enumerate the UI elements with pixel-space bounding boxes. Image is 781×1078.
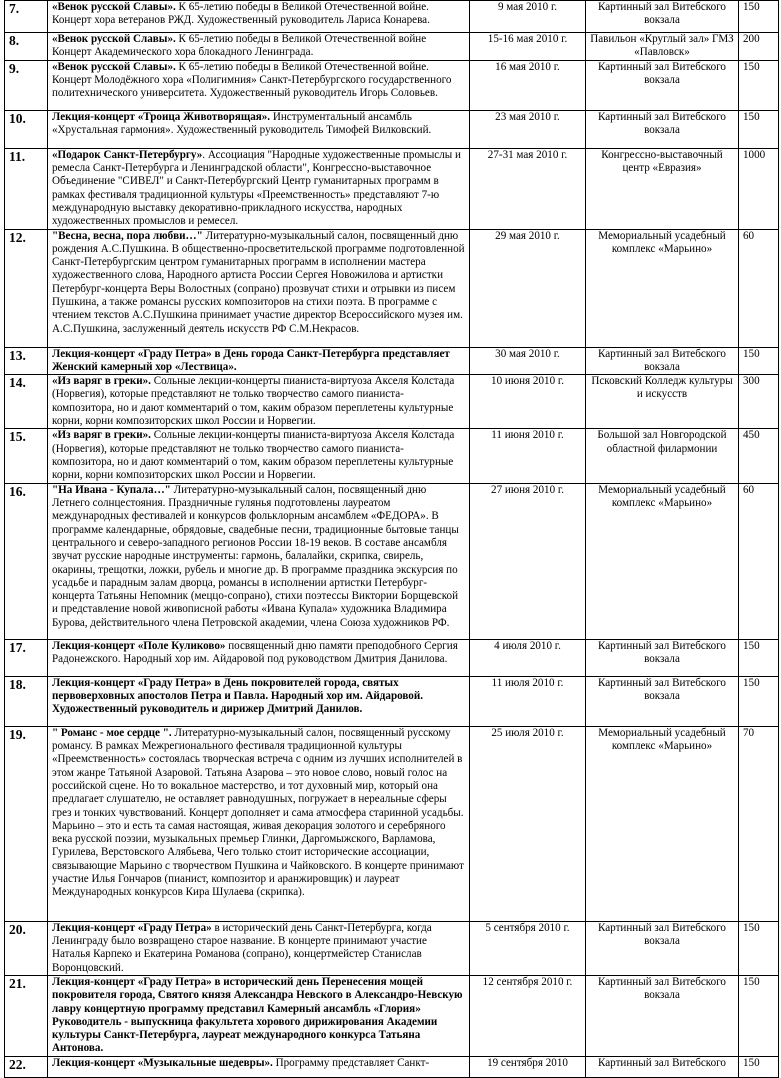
event-attendance: 150	[739, 639, 779, 676]
event-description-cell	[48, 110, 470, 148]
table-row	[5, 229, 779, 347]
event-date: 11 июня 2010 г.	[470, 429, 586, 483]
event-attendance: 300	[739, 375, 779, 429]
event-date: 10 июня 2010 г.	[470, 375, 586, 429]
event-attendance: 150	[739, 975, 779, 1056]
row-number: 7.	[5, 1, 48, 33]
event-details: Сольные лекции-концерты пианиста-виртуоза Акселя Колстада (Норвегия), которые представляют не только творчество самого пианиста-композитора, но и дают комментарий о том, каким образом переплетены культурные корни, корни композиторских школ России и Норвегии.	[52, 429, 455, 482]
table-row	[5, 726, 779, 921]
event-date: 15-16 мая 2010 г.	[470, 33, 586, 61]
event-venue: Картинный зал Витебского вокзала	[586, 975, 739, 1056]
event-venue: Картинный зал Витебского вокзала	[586, 347, 739, 375]
table-row	[5, 60, 779, 110]
event-date: 30 мая 2010 г.	[470, 347, 586, 375]
event-title: Лекция-концерт «Граду Петра» в День города Санкт-Петербурга представляет Женский камерный хор «Лествица».	[52, 347, 450, 373]
event-date: 4 июля 2010 г.	[470, 639, 586, 676]
event-attendance: 200	[739, 33, 779, 61]
table-row	[5, 921, 779, 975]
event-description-cell	[48, 921, 470, 975]
event-venue: Картинный зал Витебского вокзала	[586, 676, 739, 726]
row-number: 10.	[5, 110, 48, 148]
event-venue: Картинный зал Витебского вокзала	[586, 639, 739, 676]
event-venue: Картинный зал Витебского вокзала	[586, 60, 739, 110]
event-description-cell	[48, 676, 470, 726]
event-description-cell	[48, 1056, 470, 1077]
event-date: 29 мая 2010 г.	[470, 229, 586, 347]
row-number: 8.	[5, 33, 48, 61]
event-venue: Картинный зал Витебского вокзала	[586, 921, 739, 975]
events-table-body	[5, 1, 779, 1078]
event-date: 25 июля 2010 г.	[470, 726, 586, 921]
event-venue: Картинный зал Витебского вокзала	[586, 1, 739, 33]
event-attendance: 150	[739, 921, 779, 975]
row-number: 12.	[5, 229, 48, 347]
event-venue: Конгрессно-выставочный центр «Евразия»	[586, 148, 739, 229]
event-title: Лекция-концерт «Граду Петра» в День покровителей города, святых первоверховных апостолов Петра и Павла. Народный хор им. Айдаровой. Художественный руководитель и дирижер Дмитрий Данилов.	[52, 676, 424, 716]
row-number: 18.	[5, 676, 48, 726]
row-number: 17.	[5, 639, 48, 676]
row-number: 20.	[5, 921, 48, 975]
event-venue: Павильон «Круглый зал» ГМЗ «Павловск»	[586, 33, 739, 61]
event-description-cell	[48, 639, 470, 676]
event-title: Лекция-концерт «Музыкальные шедевры».	[52, 1056, 273, 1069]
event-attendance: 1000	[739, 148, 779, 229]
table-row	[5, 33, 779, 61]
event-date: 12 сентября 2010 г.	[470, 975, 586, 1056]
table-row	[5, 639, 779, 676]
event-details: К 65-летию победы в Великой Отечественной войне Концерт Академического хора блокадного Ленинграда.	[52, 33, 427, 59]
event-title: Лекция-концерт «Троица Животворящая».	[52, 110, 271, 123]
event-attendance: 150	[739, 1056, 779, 1077]
event-title: «Подарок Санкт-Петербургу»	[52, 148, 203, 161]
event-description-cell	[48, 429, 470, 483]
event-details: . Ассоциация "Народные художественные промыслы и ремесла Санкт-Петербурга и Ленинградской области", Конгрессно-выставочное Объединение "СИВЕЛ" и Санкт-Петербургский Центр гуманитарных программ в рамках фестиваля традиционной культуры «Преемственность» представляют 7-ю международную выставку декоративно-прикладного искусства, народных художественных промыслов и ремесел.	[52, 148, 461, 228]
event-venue: Картинный зал Витебского	[586, 1056, 739, 1077]
event-details: Литературно-музыкальный салон, посвященный дню рождения А.С.Пушкина. В общественно-просветительской программе подготовленной Санкт-Петербургским центром гуманитарных программ в исполнении мастера художественного слова, Народного артиста России Сергея Новожилова и артистки Петербург-концерта Веры Волостных (сопрано) прозвучат стихи и отрывки из писем Пушкина, а также романсы русских композиторов на стихи поэта. В программе с чтением текстов А.С.Пушкина принимает участие директор Всероссийского музея им. А.С.Пушкина, заслуженный деятель искусств РФ С.М.Некрасов.	[52, 229, 465, 335]
events-schedule-page	[4, 0, 778, 1078]
event-attendance: 150	[739, 676, 779, 726]
event-title: «Венок русской Славы».	[52, 1, 176, 13]
event-description-cell	[48, 347, 470, 375]
event-venue: Мемориальный усадебный комплекс «Марьино»	[586, 229, 739, 347]
event-venue: Картинный зал Витебского вокзала	[586, 110, 739, 148]
table-row	[5, 347, 779, 375]
table-row	[5, 676, 779, 726]
event-description-cell	[48, 229, 470, 347]
row-number: 13.	[5, 347, 48, 375]
event-details: посвященный дню памяти преподобного Сергия Радонежского. Народный хор им. Айдаровой под руководством Дмитрия Данилова.	[52, 639, 458, 665]
event-date: 27-31 мая 2010 г.	[470, 148, 586, 229]
table-row	[5, 483, 779, 639]
row-number: 16.	[5, 483, 48, 639]
event-description-cell	[48, 148, 470, 229]
event-title: «Венок русской Славы».	[52, 60, 176, 73]
row-number: 14.	[5, 375, 48, 429]
table-row	[5, 429, 779, 483]
table-row	[5, 1, 779, 33]
event-attendance: 450	[739, 429, 779, 483]
event-details: Литературно-музыкальный салон, посвященный русскому романсу. В рамках Межрегионального фестиваля традиционной культуры «Преемственность» состоялась творческая встреча с одним из лучших исполнителей в этом жанре Татьяной Азаровой. Татьяна Азарова – это новое слово, новый голос на российской сцене. Но то вокальное мастерство, и тот духовный мир, который она предлагает слушателю, не оставляет равнодушных, погружает в нереальные сферы грез и тонких чувствований. Концерт дополняет и сама атмосфера старинной усадьбы. Марьино – это и есть та самая настоящая, живая декорация золотого и серебряного века русской поэзии, музыкальных премьер Глинки, Даргомыжского, Варламова, Гурилева, Верстовского Алябьева, Чего только стоит исторические ассоциации, связывающие Марьино с творчеством Пушкина и Чайковского. В концерте принимают участие Илья Гончаров (пианист, композитор и аранжировщик) и лауреат Международных конкурсов Кира Шулаева (скрипка).	[52, 726, 464, 899]
row-number: 15.	[5, 429, 48, 483]
event-venue: Мемориальный усадебный комплекс «Марьино»	[586, 726, 739, 921]
row-number: 9.	[5, 60, 48, 110]
event-attendance: 150	[739, 110, 779, 148]
event-description-cell	[48, 33, 470, 61]
event-details: Инструментальный ансамбль «Хрустальная гармония». Художественный руководитель Тимофей Вилковский.	[52, 110, 432, 136]
event-description-cell	[48, 483, 470, 639]
table-row	[5, 1056, 779, 1077]
event-description-cell	[48, 60, 470, 110]
event-date: 11 июля 2010 г.	[470, 676, 586, 726]
event-attendance: 150	[739, 1, 779, 33]
event-attendance: 70	[739, 726, 779, 921]
event-date: 19 сентября 2010	[470, 1056, 586, 1077]
event-description-cell	[48, 726, 470, 921]
event-attendance: 60	[739, 229, 779, 347]
event-date: 9 мая 2010 г.	[470, 1, 586, 33]
event-description-cell	[48, 375, 470, 429]
row-number: 19.	[5, 726, 48, 921]
event-venue: Псковский Колледж культуры и искусств	[586, 375, 739, 429]
event-title: Лекция-концерт «Граду Петра»	[52, 921, 212, 934]
event-details: К 65-летию победы в Великой Отечественной войне. Концерт хора ветеранов РЖД. Художественный руководитель Лариса Конарева.	[52, 1, 430, 27]
event-title: «Венок русской Славы».	[52, 33, 176, 45]
table-row	[5, 110, 779, 148]
event-details: Программу представляет Санкт-	[272, 1056, 430, 1069]
row-number: 22.	[5, 1056, 48, 1077]
events-table	[4, 0, 779, 1078]
event-title: "На Ивана - Купала…"	[52, 483, 171, 496]
event-title: «Из варяг в греки».	[52, 429, 151, 442]
event-attendance: 150	[739, 60, 779, 110]
event-description-cell	[48, 975, 470, 1056]
event-details: К 65-летию победы в Великой Отечественной войне. Концерт Молодёжного хора «Полигимния» Санкт-Петербургского государственного политехнического университета. Художественный руководитель Игорь Соловьев.	[52, 60, 452, 100]
event-date: 5 сентября 2010 г.	[470, 921, 586, 975]
event-title: " Романс - мое сердце ".	[52, 726, 172, 739]
event-title: Лекция-концерт «Граду Петра» в исторический день Перенесения мощей покровителя города, Святого князя Александра Невского в Александро-Невскую лавру концертную программу представил Камерный ансамбль «Глория» Руководитель - выпускница факультета хорового дирижирования Академии культуры Санкт-Петербурга, лауреат международного конкурса Татьяна Антонова.	[52, 975, 463, 1055]
table-row	[5, 975, 779, 1056]
event-date: 27 июня 2010 г.	[470, 483, 586, 639]
event-title: Лекция-концерт «Поле Куликово»	[52, 639, 226, 652]
event-title: "Весна, весна, пора любви…"	[52, 229, 203, 242]
event-venue: Большой зал Новгородской областной филармонии	[586, 429, 739, 483]
event-description-cell	[48, 1, 470, 33]
event-details: Сольные лекции-концерты пианиста-виртуоза Акселя Колстада (Норвегия), которые представляют не только творчество самого пианиста-композитора, но и дают комментарий о том, каким образом переплетены культурные корни, корни композиторских школ России и Норвегии.	[52, 375, 455, 428]
event-attendance: 60	[739, 483, 779, 639]
event-details: Литературно-музыкальный салон, посвященный дню Летнего солнцестояния. Праздничные гулянья подготовлены лауреатом международных фестивалей и конкурсов фольклорным ансамблем «ФЕДОРА». В программе календарные, обрядовые, свадебные песни, традиционные бытовые танцы центрального и северо-западного регионов России 18-19 веков. В составе ансамбля звучат русские народные инструменты: гармонь, балалайки, скрипка, свирель, окарины, трещотки, ложки, рубель и многие др. В программе праздника экскурсия по усадьбе и парадным залам дворца, романсы в исполнении артистки Петербург-концерта Татьяны Непомник (меццо-сопрано), стихи поэтессы Виктории Борщевской и представление новой живописной работы «Ивана Купала» художника Владимира Бурова, действительного члена Петровской академии, члена Союза художников РФ.	[52, 483, 459, 629]
row-number: 21.	[5, 975, 48, 1056]
table-row	[5, 148, 779, 229]
row-number: 11.	[5, 148, 48, 229]
event-date: 23 мая 2010 г.	[470, 110, 586, 148]
event-venue: Мемориальный усадебный комплекс «Марьино»	[586, 483, 739, 639]
event-attendance: 150	[739, 347, 779, 375]
event-title: «Из варяг в греки».	[52, 375, 151, 388]
table-row	[5, 375, 779, 429]
event-date: 16 мая 2010 г.	[470, 60, 586, 110]
event-details: в исторический день Санкт-Петербурга, когда Ленинграду было возвращено старое название. В концерте принимают участие Наталья Карпеко и Екатерина Романова (сопрано), концертмейстер Станислав Воронцовский.	[52, 921, 432, 974]
